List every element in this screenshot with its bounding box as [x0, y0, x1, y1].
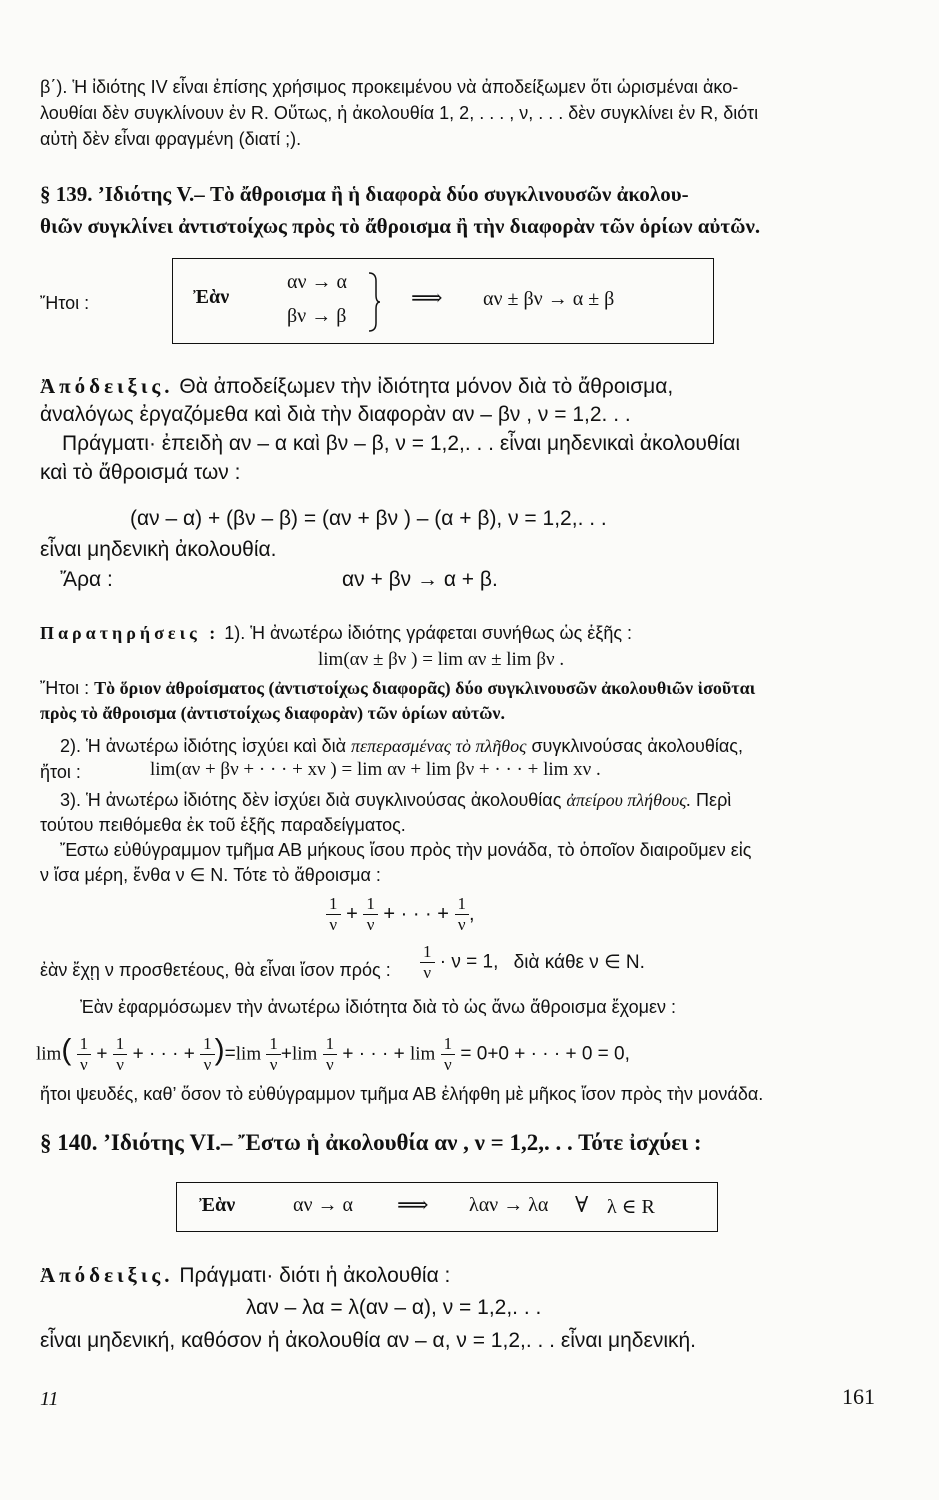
box-condition: αν → α [293, 1194, 353, 1216]
plus-sign: + [346, 902, 358, 925]
etoi-label: ἤτοι : [40, 762, 81, 782]
remark-3-tail: Περὶ [696, 790, 732, 810]
remark-2-tail: συγκλινούσας ἀκολουθίας, [531, 736, 743, 756]
section-number: § 139. ʼΙδιότης V. [40, 182, 195, 206]
section-140-heading [40, 1128, 702, 1158]
paragraph-line: ν ἴσα μέρη, ἔνθα ν ∈ N. Τότε τὸ ἄθροισμα : [40, 865, 381, 885]
section-title: – Ἔστω ἡ ἀκολουθία αν , ν = 1,2,. . . Τότε ἰσχύει : [220, 1130, 702, 1155]
implies-arrow: ⟹ [411, 285, 443, 310]
lim: lim [409, 1043, 436, 1065]
proof-text: Θὰ ἀποδείξωμεν τὴν ἰδιότητα μόνον διὰ τὸ ἄθροισμα, [179, 375, 674, 398]
statement-bold: Τὸ ὅριον ἀθροίσματος (ἀντιστοίχως διαφορᾶς) δύο συγκλινουσῶν ἀκολουθιῶν ἰσοῦται [94, 678, 756, 698]
proof-line: Πράγματι· ἐπειδὴ αν – α καὶ βν – β, ν = 1,2,. . . εἶναι μηδενικαὶ ἀκολουθίαι [62, 432, 741, 455]
fraction: $\frac{1}{\nu}$ [200, 1034, 215, 1075]
fraction: $\frac{1}{\nu}$ [455, 894, 470, 935]
section-number: § 140. ʼΙδιότης VI. [40, 1130, 221, 1155]
fraction: $\frac{1}{\nu}$ [326, 894, 341, 935]
paragraph-line: Ἐὰν ἐφαρμόσωμεν τὴν ἀνωτέρω ἰδιότητα διὰ τὸ ὡς ἄνω ἄθροισμα ἔχομεν : [80, 997, 677, 1017]
paragraph-line: β΄). Ἡ ἰδιότης IV εἶναι ἐπίσης χρήσιμος προκειμένου νὰ ἀποδείξωμεν ὅτι ὡρισμέναι ἀκο- [40, 77, 739, 97]
etoi-label: Ἤτοι : [40, 293, 90, 313]
proof-line: εἶναι μηδενικὴ ἀκολουθία. [40, 538, 277, 561]
paragraph-line: ἐὰν ἔχῃ ν προσθετέους, θὰ εἶναι ἴσον πρός : [40, 960, 391, 980]
remarks-label: Παρατηρήσεις : [40, 623, 220, 643]
fraction: $\frac{1}{\nu}$ [113, 1034, 128, 1075]
section-139-title-line: θιῶν συγκλίνει ἀντιστοίχως πρὸς τὸ ἄθροισμα ἢ τὴν διαφορὰν τῶν ὁρίων αὐτῶν. [40, 214, 761, 238]
remark-1: 1). Ἡ ἀνωτέρω ἰδιότης γράφεται συνήθως ὡς ἑξῆς : [224, 623, 633, 643]
fraction-sum [326, 894, 475, 935]
lim: lim [36, 1043, 62, 1065]
plus-sign: + [280, 1043, 292, 1065]
plus-dots: + · · · + [383, 902, 449, 925]
equation-limit: αν + βν → α + β. [342, 568, 498, 591]
theorem-box [172, 258, 714, 344]
box-qualifier: λ ∈ R [607, 1196, 655, 1218]
box-result: λαν → λα [469, 1194, 549, 1216]
remark-2: 2). Ἡ ἀνωτέρω ἰδιότης ἰσχύει καὶ διὰ [60, 736, 347, 756]
fraction-product [420, 942, 645, 983]
plus-dots: + · · · + [132, 1043, 195, 1065]
for-every: διὰ κάθε ν ∈ N. [513, 951, 645, 973]
box-condition-1: αν → α [287, 271, 347, 293]
paragraph-line: τούτου πειθόμεθα ἐκ τοῦ ἑξῆς παραδείγματος. [40, 815, 406, 835]
theorem-box-2 [176, 1182, 718, 1232]
plus-dots: + · · · + [342, 1043, 405, 1065]
fraction: $\frac{1}{\nu}$ [420, 942, 435, 983]
forall-symbol: ∀ [575, 1192, 589, 1217]
ean-label: Ἐὰν [199, 1194, 236, 1216]
remark-2-italic: πεπερασμένας τὸ πλῆθος [351, 736, 527, 756]
equation-tail: = 0+0 + · · · + 0 = 0, [460, 1043, 630, 1065]
section-title: – Τὸ ἄθροισμα ἢ ἡ διαφορὰ δύο συγκλινουσῶν ἀκολου- [194, 182, 689, 206]
box-result: αν ± βν → α ± β [483, 288, 615, 310]
plus-sign: + [96, 1043, 108, 1065]
proof-line: καὶ τὸ ἄθροισμά των : [40, 461, 241, 484]
fraction: $\frac{1}{\nu}$ [323, 1034, 338, 1075]
etoi-label: Ἤτοι : [40, 678, 90, 698]
ara-label: Ἄρα : [60, 568, 113, 591]
remark-3-italic: ἀπείρου πλήθους. [566, 790, 692, 810]
box-condition-2: βν → β [287, 305, 347, 327]
paragraph-line: λουθίαι δὲν συγκλίνουν ἐν R. Οὕτως, ἡ ἀκολουθία 1, 2, . . . , ν, . . . δὲν συγκλίνει ἐν R, διότι [40, 103, 759, 123]
paragraph-line: ἤτοι ψευδές, καθ’ ὅσον τὸ εὐθύγραμμον τμῆμα ΑΒ ἐλήφθη μὲ μῆκος ἴσον πρὸς τὴν μονάδα. [40, 1084, 764, 1104]
proof-label: Ἀπόδειξις. [40, 374, 174, 398]
lim: lim [235, 1043, 262, 1065]
paragraph-line: Ἔστω εὐθύγραμμον τμῆμα ΑΒ μήκους ἴσου πρὸς τὴν μονάδα, τὸ ὁποῖον διαιροῦμεν εἰς [60, 840, 752, 860]
product-equals: · ν = 1, [439, 951, 499, 973]
proof-label: Ἀπόδειξις. [40, 1263, 174, 1287]
proof-text: Πράγματι· διότι ἡ ἀκολουθία : [179, 1264, 451, 1287]
fraction: $\frac{1}{\nu}$ [77, 1034, 92, 1075]
right-brace-icon [367, 271, 381, 333]
paragraph-line: αὐτὴ δὲν εἶναι φραγμένη (διατί ;). [40, 129, 302, 149]
implies-arrow: ⟹ [397, 1192, 429, 1217]
equation-scalar: λαν – λα = λ(αν – α), ν = 1,2,. . . [246, 1296, 542, 1319]
proof-line: εἶναι μηδενική, καθόσον ἡ ἀκολουθία αν – α, ν = 1,2,. . . εἶναι μηδενική. [40, 1329, 697, 1352]
fraction: $\frac{1}{\nu}$ [266, 1034, 281, 1075]
proof-line-1 [40, 372, 673, 401]
equation-finite-sum: lim(αν + βν + · · · + xν ) = lim αν + lim βν + · · · + lim xν . [150, 759, 601, 780]
page-number: 161 [842, 1384, 875, 1409]
fraction: $\frac{1}{\nu}$ [363, 894, 378, 935]
comma: , [469, 902, 475, 925]
fraction: $\frac{1}{\nu}$ [441, 1034, 456, 1075]
statement-bold: πρὸς τὸ ἄθροισμα (ἀντιστοίχως διαφορὰν) τῶν ὁρίων αὐτῶν. [40, 703, 505, 723]
proof-line: ἀναλόγως ἐργαζόμεθα καὶ διὰ τὴν διαφορὰν αν – βν , ν = 1,2. . . [40, 403, 631, 426]
ean-label: Ἐὰν [193, 286, 230, 308]
section-139-heading [40, 180, 689, 208]
footer-signature: 11 [40, 1388, 59, 1410]
lim: lim [292, 1043, 318, 1065]
remark-3: 3). Ἡ ἀνωτέρω ἰδιότης δὲν ἰσχύει διὰ συγκλινούσας ἀκολουθίας [60, 790, 562, 810]
equation-lim-sum: lim(αν ± βν ) = lim αν ± lim βν . [318, 649, 565, 670]
equation-limit-fallacy: lim( $\frac{1}{\nu}$ + $\frac{1}{\nu}$ + · · · + $\frac{1}{\nu}$ )=lim $\frac{1}{\nu}$ +lim $\frac{1}{\nu}$ + · · · + lim $\frac{1}{\nu}$ = 0+0 + · · · + 0 = 0, [36, 1033, 630, 1074]
equation-sum: (αν – α) + (βν – β) = (αν + βν ) – (α + β), ν = 1,2,. . . [130, 507, 607, 530]
